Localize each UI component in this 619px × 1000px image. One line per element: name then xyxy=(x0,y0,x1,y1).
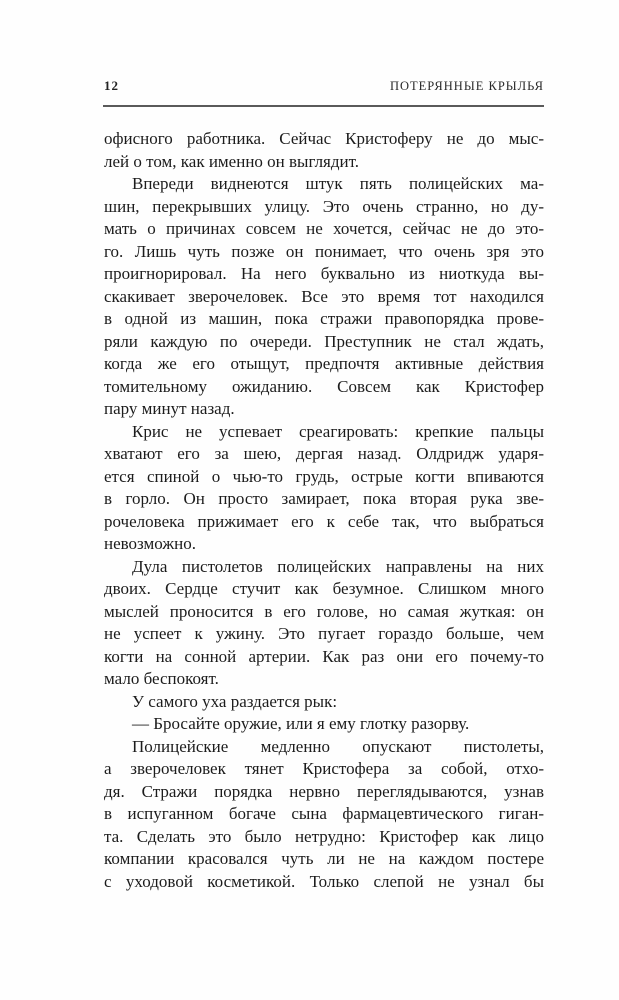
page-number: 12 xyxy=(104,78,119,93)
text-line: Впереди виднеются штук пять полицейских ма- xyxy=(132,174,544,193)
text-line: Полицейские медленно опускают пистолеты, xyxy=(132,736,544,756)
text-line: ется спиной о чью-то грудь, острые когти впиваются xyxy=(104,466,544,486)
text-line: когти на сонной артерии. Как раз они его почему-то xyxy=(104,646,544,666)
text-line: скакивает зверочеловек. Все это время тот находился xyxy=(104,286,544,306)
body-text xyxy=(104,128,544,893)
text-line: Крис не успевает среагировать: крепкие пальцы xyxy=(132,421,544,441)
text-line: двоих. Сердце стучит как безумное. Слишком много xyxy=(104,579,544,598)
running-title: ПОТЕРЯННЫЕ КРЫЛЬЯ xyxy=(389,79,544,93)
text-line: невозможно. xyxy=(104,534,196,553)
text-line: У самого уха раздается рык: xyxy=(132,691,338,711)
text-line: томительному ожиданию. Совсем как Кристофер xyxy=(104,376,544,396)
text-line: — Бросайте оружие, или я ему глотку разорву. xyxy=(132,714,470,733)
text-line: та. Сделать это было нетрудно: Кристофер как лицо xyxy=(104,826,544,846)
text-line: пару минут назад. xyxy=(104,399,235,418)
text-line: в одной из машин, пока стражи правопорядка прове- xyxy=(104,309,544,328)
text-line: мало беспокоят. xyxy=(104,669,219,688)
text-line: дя. Стражи порядка нервно переглядываются, узнав xyxy=(104,781,544,801)
text-line: мать о причинах совсем не хочется, сейчас не до это- xyxy=(104,219,544,238)
text-line: рочеловека прижимает его к себе так, что выбраться xyxy=(104,511,544,531)
text-line: а зверочеловек тянет Кристофера за собой, отхо- xyxy=(104,759,544,778)
running-head xyxy=(104,78,544,94)
text-line: с уходовой косметикой. Только слепой не узнал бы xyxy=(104,871,544,891)
text-line: когда же его отыщут, предпочтя активные действия xyxy=(104,354,544,373)
text-line: компании красовался чуть ли не на каждом постере xyxy=(104,849,544,868)
text-line: не успеет к ужину. Это пугает гораздо больше, чем xyxy=(104,624,544,643)
text-line: го. Лишь чуть позже он понимает, что очень зря это xyxy=(104,241,544,261)
text-line: в испуганном богаче сына фармацевтического гиган- xyxy=(104,804,544,823)
text-line: проигнорировал. На него буквально из ниоткуда вы- xyxy=(104,264,544,283)
text-line: в горло. Он просто замирает, пока вторая рука зве- xyxy=(104,489,544,508)
text-line: лей о том, как именно он выглядит. xyxy=(104,151,360,171)
text-line: Дула пистолетов полицейских направлены на них xyxy=(132,556,544,576)
text-line: мыслей проносится в его голове, но самая жуткая: он xyxy=(104,601,544,621)
text-line: хватают его за шею, дергая назад. Олдридж ударя- xyxy=(104,444,544,463)
text-line: шин, перекрывших улицу. Это очень странно, но ду- xyxy=(104,196,544,216)
text-line: офисного работника. Сейчас Кристоферу не до мыс- xyxy=(104,129,544,148)
header-rule xyxy=(103,105,544,107)
text-line: ряли каждую по очереди. Преступник не стал ждать, xyxy=(104,331,544,351)
